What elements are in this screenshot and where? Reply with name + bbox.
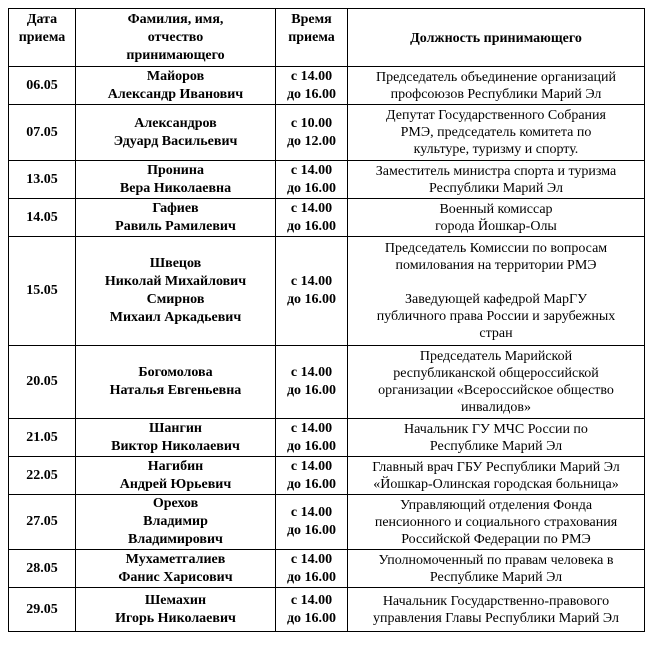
text-line: до 16.00 (286, 218, 337, 234)
cell-position (348, 67, 645, 105)
header-name (76, 9, 276, 67)
cell-date: 14.05 (9, 199, 76, 237)
text-line: с 14.00 (290, 420, 333, 436)
text-line: Владимирович (128, 532, 223, 547)
text-line: с 10.00 (290, 115, 333, 131)
text-line: Председатель объединение организаций (375, 69, 617, 85)
header-row (9, 9, 645, 67)
cell-date: 29.05 (9, 588, 76, 632)
text-line: с 14.00 (290, 274, 333, 289)
cell-date: 06.05 (9, 67, 76, 105)
text-line: до 16.00 (286, 292, 337, 307)
text-line: Республики Марий Эл (429, 180, 563, 196)
table-row (9, 588, 645, 632)
table-row (9, 161, 645, 199)
text-line: управления Главы Республики Марий Эл (373, 610, 619, 626)
text-line: Главный врач ГБУ Республики Марий Эл (372, 459, 620, 475)
cell-date: 15.05 (9, 237, 76, 346)
text-line: Швецов (149, 256, 202, 271)
text-line: Мухаметгалиев (125, 551, 226, 567)
text-line: Председатель Комиссии по вопросам (384, 241, 608, 256)
cell-date: 28.05 (9, 550, 76, 588)
text-line: Орехов (152, 496, 199, 511)
cell-position (348, 419, 645, 457)
blank-line (351, 274, 641, 291)
text-line: инвалидов» (461, 400, 531, 415)
text-line: Управляющий отделения Фонда (399, 497, 593, 513)
text-line: с 14.00 (290, 162, 333, 178)
cell-time (276, 495, 348, 550)
text-line: до 16.00 (286, 86, 337, 102)
cell-position (348, 237, 645, 346)
text-line: принимающего (126, 48, 225, 63)
text-line: Шангин (149, 420, 202, 436)
cell-position (348, 588, 645, 632)
header-position (348, 9, 645, 67)
text-line: Игорь Николаевич (115, 610, 236, 626)
text-line: культуре, туризму и спорту. (413, 142, 579, 157)
text-line: Председатель Марийской (419, 349, 573, 364)
text-line: Российской Федерации по РМЭ (401, 531, 591, 547)
text-line: Виктор Николаевич (111, 438, 240, 454)
header-time (276, 9, 348, 67)
text-line: Должность принимающего (410, 30, 582, 46)
text-line: Вера Николаевна (119, 180, 232, 196)
text-line: организации «Всероссийское общество (378, 383, 614, 398)
text-line: с 14.00 (290, 592, 333, 608)
cell-name (76, 495, 276, 550)
text-line: Николай Михайлович (104, 274, 247, 289)
cell-name (76, 550, 276, 588)
text-line: Владимир (143, 514, 208, 529)
cell-time (276, 550, 348, 588)
text-line: Майоров (146, 68, 205, 84)
table-row (9, 67, 645, 105)
cell-name (76, 588, 276, 632)
cell-time (276, 237, 348, 346)
text-line: пенсионного и социального страхования (374, 514, 618, 530)
text-line: «Йошкар-Олинская городская больница» (373, 476, 619, 492)
text-line: Богомолова (138, 365, 213, 380)
cell-name (76, 67, 276, 105)
cell-date: 22.05 (9, 457, 76, 495)
text-line: Начальник ГУ МЧС России по (404, 421, 588, 437)
cell-time (276, 105, 348, 161)
table-row (9, 346, 645, 419)
cell-position (348, 346, 645, 419)
text-line: Михаил Аркадьевич (109, 310, 242, 325)
text-line: до 16.00 (286, 180, 337, 196)
cell-date: 21.05 (9, 419, 76, 457)
cell-position (348, 161, 645, 199)
text-line: республиканской общероссийской (393, 366, 599, 381)
text-line: профсоюзов Республики Марий Эл (390, 86, 602, 102)
cell-name (76, 346, 276, 419)
cell-time (276, 419, 348, 457)
text-line: Смирнов (146, 292, 205, 307)
text-line: Заместитель министра спорта и туризма (375, 163, 617, 179)
text-line: Военный комиссар (439, 201, 553, 217)
text-line: Уполномоченный по правам человека в (378, 552, 614, 568)
text-line: Андрей Юрьевич (119, 476, 232, 492)
text-line: Начальник Государственно-правового (382, 593, 610, 609)
cell-name (76, 237, 276, 346)
text-line: до 16.00 (286, 569, 337, 585)
text-line: Дата (26, 12, 58, 27)
cell-date: 27.05 (9, 495, 76, 550)
cell-name (76, 457, 276, 495)
table-row (9, 105, 645, 161)
text-line: Александров (134, 115, 217, 131)
cell-position (348, 199, 645, 237)
header-date (9, 9, 76, 67)
cell-time (276, 161, 348, 199)
text-line: с 14.00 (290, 458, 333, 474)
text-line: с 14.00 (290, 551, 333, 567)
text-line: с 14.00 (290, 200, 333, 216)
text-line: с 14.00 (290, 365, 333, 380)
text-line: Республике Марий Эл (429, 438, 563, 454)
text-line: Республике Марий Эл (429, 569, 563, 585)
cell-position (348, 457, 645, 495)
text-line: Гафиев (152, 200, 199, 216)
text-line: Время (291, 12, 332, 27)
text-line: Равиль Рамилевич (115, 218, 236, 234)
text-line: Фамилия, имя, (127, 12, 224, 27)
text-line: до 12.00 (286, 133, 337, 149)
cell-date: 20.05 (9, 346, 76, 419)
text-line: до 16.00 (286, 610, 337, 626)
text-line: отчество (147, 30, 204, 45)
text-line: Наталья Евгеньевна (109, 383, 242, 398)
text-line: Шемахин (144, 592, 207, 608)
cell-position (348, 105, 645, 161)
text-line: Депутат Государственного Собрания (386, 108, 606, 123)
cell-time (276, 199, 348, 237)
text-line: до 16.00 (286, 383, 337, 398)
table-body (9, 67, 645, 632)
text-line: с 14.00 (290, 505, 333, 520)
text-line: до 16.00 (286, 523, 337, 538)
table-row (9, 457, 645, 495)
cell-position (348, 495, 645, 550)
cell-name (76, 105, 276, 161)
table-row (9, 495, 645, 550)
text-line: помилования на территории РМЭ (395, 258, 597, 273)
cell-name (76, 419, 276, 457)
cell-name (76, 199, 276, 237)
table-row (9, 237, 645, 346)
cell-time (276, 346, 348, 419)
text-line: с 14.00 (290, 68, 333, 84)
text-line: приема (18, 30, 66, 45)
text-line: Александр Иванович (107, 86, 244, 102)
text-line: Нагибин (147, 458, 204, 474)
text-line: Фанис Харисович (118, 569, 233, 585)
table-row (9, 419, 645, 457)
text-line: приема (288, 30, 335, 45)
text-line: публичного права России и зарубежных (376, 309, 616, 324)
cell-time (276, 67, 348, 105)
text-line: РМЭ, председатель комитета по (400, 125, 592, 140)
cell-date: 07.05 (9, 105, 76, 161)
cell-time (276, 588, 348, 632)
text-line: до 16.00 (286, 438, 337, 454)
text-line: до 16.00 (286, 476, 337, 492)
cell-position (348, 550, 645, 588)
table-row (9, 550, 645, 588)
reception-schedule-table (8, 8, 645, 632)
cell-date: 13.05 (9, 161, 76, 199)
text-line: Эдуард Васильевич (113, 133, 238, 149)
text-line: стран (479, 326, 513, 341)
table-row (9, 199, 645, 237)
text-line: города Йошкар-Олы (435, 218, 557, 234)
cell-name (76, 161, 276, 199)
text-line: Заведующей кафедрой МарГУ (404, 292, 588, 307)
cell-time (276, 457, 348, 495)
text-line: Пронина (147, 162, 204, 178)
